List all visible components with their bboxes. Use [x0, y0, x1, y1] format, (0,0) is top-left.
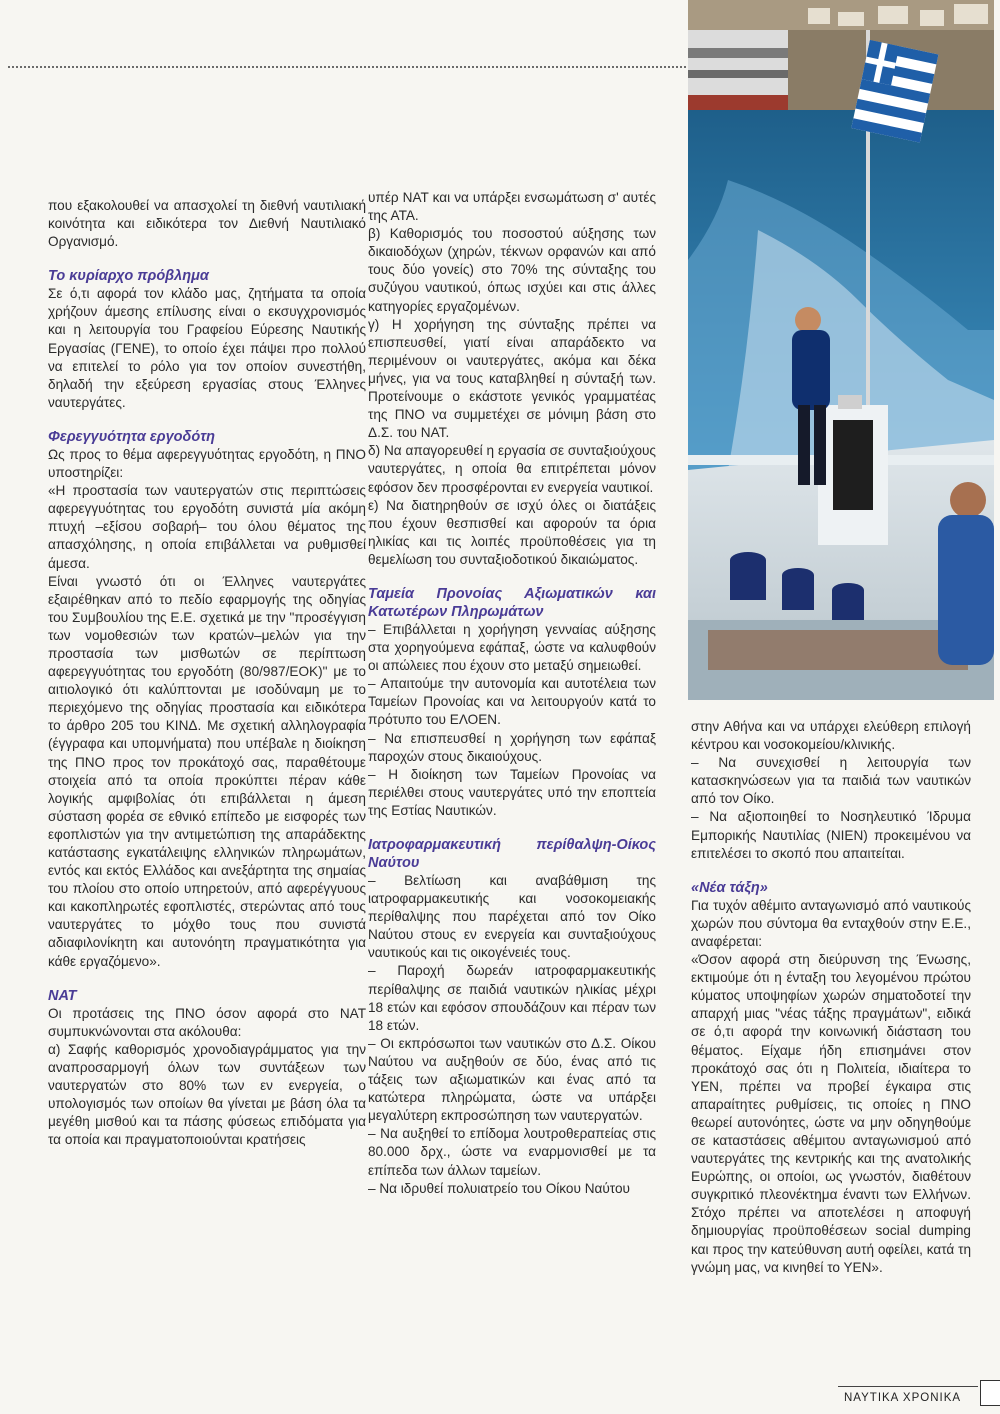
paragraph: που εξακολουθεί να απασχολεί τη διεθνή ναυτιλιακή κοινότητα και ειδικότερα τον Διεθνή Ναυτιλιακό Οργανισμό.	[48, 198, 366, 250]
section-heading: Το κυρίαρχο πρόβλημα	[48, 268, 209, 285]
magazine-name: ΝΑΥΤΙΚΑ ΧΡΟΝΙΚΑ	[844, 1392, 962, 1404]
paragraph: στην Αθήνα και να υπάρχει ελεύθερη επιλογή κέντρου και νοσοκομείου/κλινικής.	[691, 719, 971, 753]
paragraph: – Η διοίκηση των Ταμείων Προνοίας να περιέλθει στους ναυτεργάτες υπό την εποπτεία της Εστίας Ναυτικών.	[368, 766, 656, 818]
paragraph: γ) Η χορήγηση της σύνταξης πρέπει να επισπευσθεί, γιατί είναι απαράδεκτο να περιμένουν οι ναυτεργάτες, ακόμα και δέκα μήνες, για να τους καταβληθεί η σύνταξή των. Προτείνουμε ο εκάστοτε γενικός γραμματέας της ΠΝΟ να συμμετέχει σε μόνιμη βάση στο Δ.Σ. του ΝΑΤ.	[368, 316, 656, 441]
paragraph: – Να ιδρυθεί πολυιατρείο του Οίκου Ναύτου	[368, 1180, 630, 1196]
text-column-1	[48, 197, 366, 1149]
paragraph: Για τυχόν αθέμιτο ανταγωνισμό από ναυτικούς χωρών που σύντομα θα ενταχθούν στην Ε.Ε., αναφέρεται:	[691, 897, 971, 949]
text-column-2	[368, 189, 656, 1198]
section-heading: ΝΑΤ	[48, 987, 77, 1004]
paragraph: α) Σαφής καθορισμός χρονοδιαγράμματος για την αναπροσαρμογή όλων των συντάξεων των ναυτεργατών στο 80% των εν ενεργεία, ο υπολογισμός των οποίων θα γίνεται με βάση όλα τα μεγέθη μισθού και τα πάσης φύσεως επιδόματα για τα οποία και πραγματοποιούνται κρατήσεις	[48, 1041, 366, 1148]
paragraph: – Να συνεχισθεί η λειτουργία των κατασκηνώσεων για τα παιδιά των ναυτικών από τον Οίκο.	[691, 755, 971, 807]
paragraph: – Παροχή δωρεάν ιατροφαρμακευτικής περίθαλψης σε παιδιά ναυτικών ηλικίας μέχρι 18 ετών και εφόσον σπουδάζουν και πέραν των 18 ετών.	[368, 963, 656, 1033]
paragraph: – Να αυξηθεί το επίδομα λουτροθεραπείας στις 80.000 δρχ., ώστε να εναρμονισθεί με τα επίπεδα των άλλων ταμείων.	[368, 1126, 656, 1178]
paragraph: Ως προς το θέμα αφερεγγυότητας εργοδότη, η ΠΝΟ υποστηρίζει:	[48, 446, 366, 481]
paragraph: Σε ό,τι αφορά τον κλάδο μας, ζητήματα τα οποία χρήζουν άμεσης επίλυσης είναι ο εκσυγχρονισμός και η λειτουργία του Γραφείου Εύρεσης Ναυτικής Εργασίας (ΓΕΝΕ), το οποίο έχει πάψει προ πολλού να επιτελεί το ρόλο για τον οποίον συνεστήθη, δηλαδή την εξεύρεση εργασίας στους Έλληνες ναυτεργάτες.	[48, 286, 366, 410]
paragraph: – Επιβάλλεται η χορήγηση γενναίας αύξησης στα χορηγούμενα εφάπαξ, ώστε να καλυφθούν οι απώλειες που έχουν στο μεταξύ σημειωθεί.	[368, 621, 656, 674]
paragraph: – Βελτίωση και αναβάθμιση της ιατροφαρμακευτικής και νοσοκομειακής περίθαλψης που παρέχεται από τον Οίκο Ναύτου στους εν ενεργεία και συνταξιούχους ναυτικούς και τις οικογένειές τους.	[368, 873, 656, 961]
paragraph: – Οι εκπρόσωποι των ναυτικών στο Δ.Σ. Οίκου Ναύτου να αυξηθούν σε δύο, ένας από τις τάξεις των αξιωματικών και ένας από τα κατώτερα πληρώματα, ώστε να υπάρξει μεγαλύτερη εκπροσώπηση των ναυτεργατών.	[368, 1035, 656, 1124]
paragraph: υπέρ ΝΑΤ και να υπάρξει ενσωμάτωση σ' αυτές της ΑΤΑ.	[368, 190, 656, 224]
paragraph: «Η προστασία των ναυτεργατών στις περιπτώσεις αφερεγγυότητας του εργοδότη συνιστά μία ακόμη πτυχή –εξίσου σοβαρή– του όλου θέματος της απασχόλησης, η οποία επιβάλλεται να ρυθμισθεί άμεσα.	[48, 483, 366, 571]
paragraph: – Να αξιοποιηθεί το Νοσηλευτικό Ίδρυμα Εμπορικής Ναυτιλίας (ΝΙΕΝ) προκειμένου να επιτελέσει το σκοπό που απαιτείται.	[691, 809, 971, 861]
paragraph: Οι προτάσεις της ΠΝΟ όσον αφορά στο ΝΑΤ συμπυκνώνονται στα ακόλουθα:	[48, 1005, 366, 1039]
section-heading: Ταμεία Προνοίας Αξιωματικών και Κατωτέρων Πληρωμάτων	[368, 585, 656, 620]
page-number-tab	[980, 1380, 1000, 1406]
paragraph: – Απαιτούμε την αυτονομία και αυτοτέλεια των Ταμείων Προνοίας και να λειτουργούν κατά το πρότυπο του ΕΛΟΕΝ.	[368, 676, 656, 728]
section-heading: Φερεγγυότητα εργοδότη	[48, 428, 215, 445]
ship-deck-illustration	[688, 0, 994, 700]
paragraph: Είναι γνωστό ότι οι Έλληνες ναυτεργάτες εξαιρέθηκαν από το πεδίο εφαρμογής της οδηγίας του Συμβουλίου της Ε.Ε. σχετικά με την "προσέγγιση των νομοθεσιών των κρατών–μελών για την προστασία των μισθωτών σε περίπτωση αφερεγγυότητας του εργοδότη (80/987/ΕΟΚ)" με το αιτιολογικό ότι καλύπτονται με ισοδύναμη με το περιεχόμενο της οδηγίας προστασία και ειδικότερα το άρθρο 205 του ΚΙΝΔ. Με σχετική αλληλογραφία (έγγραφα και υπομνήματα) που υπέβαλε η διοίκηση της ΠΝΟ προς τον προκάτοχό σας, παραθέτουμε στοιχεία από τα οποία προκύπτει πέραν κάθε λογικής αμφιβολίας ότι επιβάλλεται η άμεση σύσταση φορέα σε εθνικό επίπεδο με εισφορές των εφοπλιστών για την αντιμετώπιση της απαράδεκτης κατάστασης εγκατάλειψης ελληνικών πληρωμάτων, εντός και εκτός Ελλάδος και ανεξάρτητα της σημαίας του πλοίου στο οποίο υπηρετούν, από αφερέγγυους και κακοπληρωτές εφοπλιστές, στερώντας από τους ναυτεργάτες το μόχθο τους που συνιστά αδιαφιλονίκητη και αυτονόητη πραγματικότητα για κάθε εργαζόμενο».	[48, 573, 366, 969]
footer-rule	[838, 1386, 978, 1387]
ship-deck-photo	[688, 0, 994, 700]
text-column-3	[691, 718, 971, 1277]
paragraph: β) Καθορισμός του ποσοστού αύξησης των δικαιοδόχων (χηρών, τέκνων ορφανών και από τους δύο γονείς) στο 70% της σύνταξης του συζύγου ναυτικού, όπως ισχύει και στις άλλες κατηγορίες εργαζομένων.	[368, 226, 656, 314]
paragraph: «Όσον αφορά στη διεύρυνση της Ένωσης, εκτιμούμε ότι η ένταξη του λεγομένου πρώτου κύματος υποψηφίων χωρών σηματοδοτεί την απαρχή μιας "νέας τάξης πραγμάτων", ειδικά σε ό,τι αφορά την κοινωνική διάσταση του θέματος. Είχαμε ήδη επισημάνει στον προκάτοχό σας ότι η Πολιτεία, ιδιαίτερα το ΥΕΝ, πρέπει να προβεί έγκαιρα στις απαραίτητες ρυθμίσεις, τις οποίες η ΠΝΟ θεωρεί αυτονόητες, ώστε να μην οδηγηθούμε σε καταστάσεις αθέμιτου ανταγωνισμού από ναυτεργάτες της κεντρικής και της ανατολικής Ευρώπης, οι οποίοι, ως γνωστόν, διαθέτουν συγκριτικό πλεονέκτημα έναντι των Ελλήνων. Στόχο πρέπει να αποτελέσει η αποφυγή δημιουργίας προϋποθέσεων social dumping και προς την κατεύθυνση αυτή οφείλει, κατά τη γνώμη μας, να κινηθεί το ΥΕΝ».	[691, 952, 971, 1275]
section-heading: «Νέα τάξη»	[691, 879, 768, 896]
paragraph: ε) Να διατηρηθούν σε ισχύ όλες οι διατάξεις που έχουν θεσπισθεί και αφορούν τα όρια ηλικίας και τις λοιπές προϋποθέσεις για τη θεμελίωση του συνταξιοδοτικού δικαιώματος.	[368, 497, 656, 567]
section-heading: Ιατροφαρμακευτική περίθαλψη-Οίκος Ναύτου	[368, 837, 656, 871]
top-dotted-rule	[8, 66, 686, 68]
paragraph: – Να επισπευσθεί η χορήγηση των εφάπαξ παροχών στους δικαιούχους.	[368, 730, 656, 764]
paragraph: δ) Να απαγορευθεί η εργασία σε συνταξιούχους ναυτεργάτες, η οποία θα επιτρέπεται μόνον εφόσον δεν προσφέρονται εν ενεργεία ναυτικοί.	[368, 443, 656, 495]
